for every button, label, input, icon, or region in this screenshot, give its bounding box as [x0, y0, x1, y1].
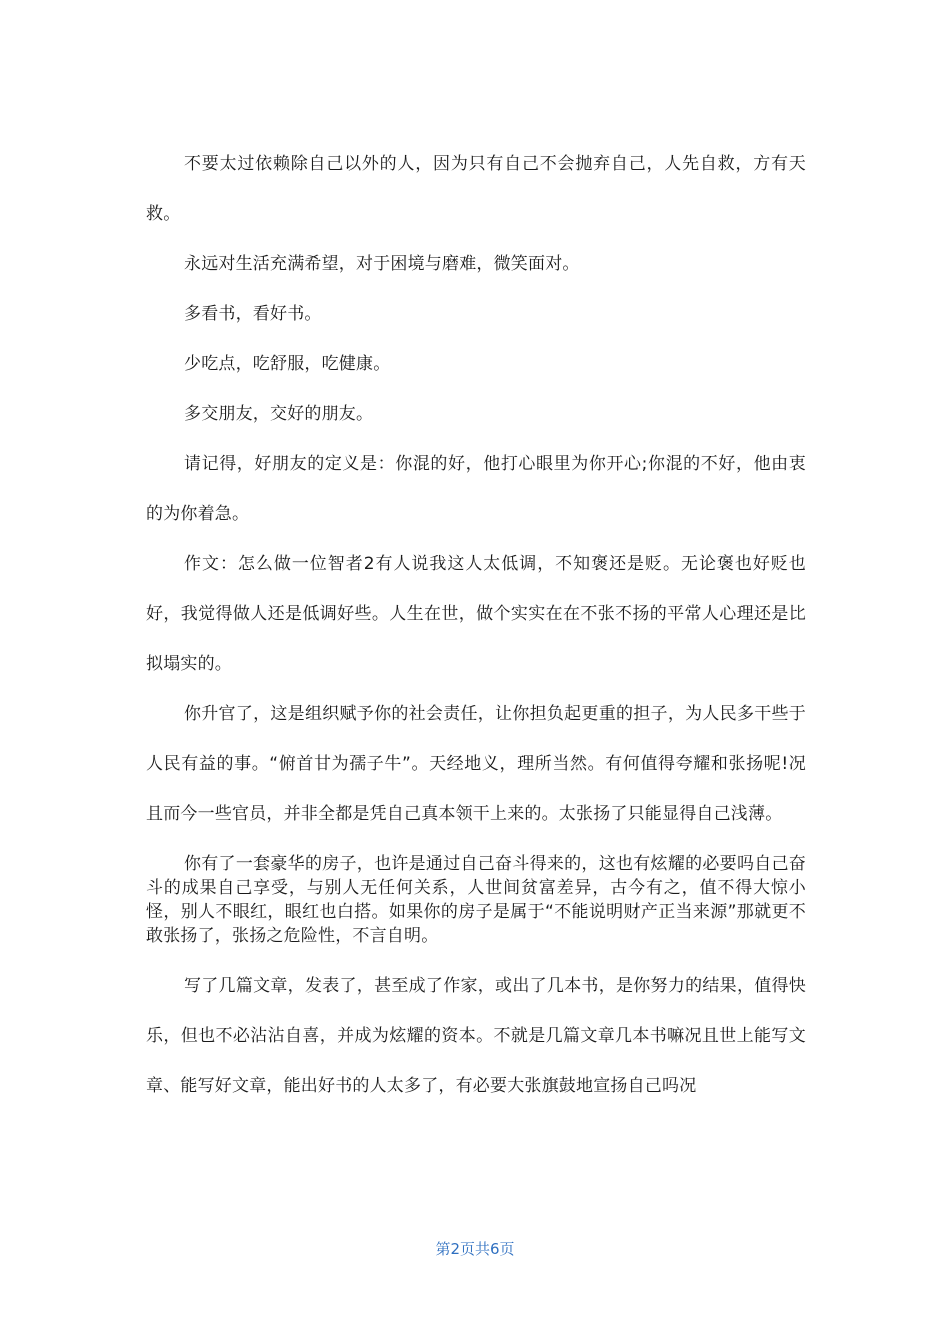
paragraph-good-friend-definition: 请记得，好朋友的定义是：你混的好，他打心眼里为你开心;你混的不好，他由衷的为你着急。: [146, 454, 806, 524]
paragraph-make-friends: 多交朋友，交好的朋友。: [184, 404, 374, 424]
paragraph-eat-healthy: 少吃点，吃舒服，吃健康。: [184, 354, 391, 374]
page-number-footer: 第2页共6页: [435, 1240, 515, 1258]
paragraph-hope: 永远对生活充满希望，对于困境与磨难，微笑面对。: [184, 254, 580, 274]
paragraph-self-reliance: 不要太过依赖除自己以外的人，因为只有自己不会抛弃自己，人先自救，方有天救。: [146, 154, 806, 224]
paragraph-luxury-house: 你有了一套豪华的房子，也许是通过自己奋斗得来的，这也有炫耀的必要吗自己奋斗的成果自己享受，与别人无任何关系，人世间贫富差异，古今有之，值不得大惊小怪，别人不眼红，眼红也白搭。如果你的房子是属于“不能说明财产正当来源”那就更不敢张扬了，张扬之危险性，不言自明。: [146, 854, 806, 946]
paragraph-read-books: 多看书，看好书。: [184, 304, 322, 324]
paragraph-low-profile-intro: 作文：怎么做一位智者2有人说我这人太低调，不知褒还是贬。无论褒也好贬也好，我觉得做人还是低调好些。人生在世，做个实实在在不张不扬的平常人心理还是比拟塌实的。: [146, 554, 806, 674]
document-body: [146, 139, 806, 1111]
paragraph-writing-articles: 写了几篇文章，发表了，甚至成了作家，或出了几本书，是你努力的结果，值得快乐，但也不必沾沾自喜，并成为炫耀的资本。不就是几篇文章几本书嘛况且世上能写文章、能写好文章，能出好书的人太多了，有必要大张旗鼓地宣扬自己吗况: [146, 976, 806, 1096]
paragraph-promotion: 你升官了，这是组织赋予你的社会责任，让你担负起更重的担子，为人民多干些于人民有益的事。“俯首甘为孺子牛”。天经地义，理所当然。有何值得夸耀和张扬呢!况且而今一些官员，并非全都是凭自己真本领干上来的。太张扬了只能显得自己浅薄。: [146, 704, 806, 824]
